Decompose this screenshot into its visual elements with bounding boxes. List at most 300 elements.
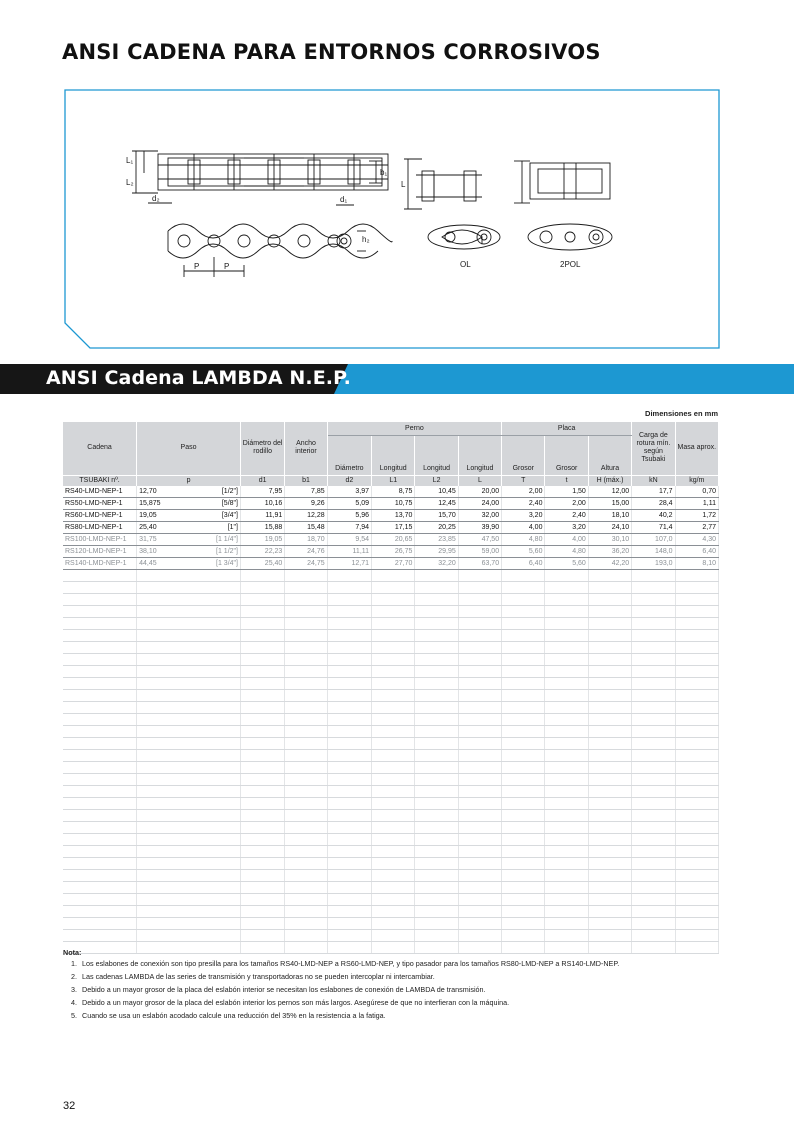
empty-cell (502, 606, 545, 618)
label-p1: P (194, 262, 200, 271)
empty-cell (372, 726, 415, 738)
empty-cell (240, 834, 284, 846)
empty-cell (137, 930, 241, 942)
empty-cell (632, 678, 675, 690)
col-masa: Masa aprox. (675, 422, 718, 476)
empty-cell (675, 606, 718, 618)
empty-cell (372, 774, 415, 786)
empty-cell (137, 642, 241, 654)
cell-L: 63,70 (458, 558, 501, 570)
cell-L2: 15,70 (415, 510, 458, 522)
empty-cell (502, 738, 545, 750)
cell-mass: 8,10 (675, 558, 718, 570)
cell-L1: 20,65 (372, 534, 415, 546)
empty-table-row (63, 714, 719, 726)
col-carga: Carga de rotura mín. según Tsubaki (632, 422, 675, 476)
empty-cell (372, 906, 415, 918)
cell-t: 5,60 (545, 558, 588, 570)
empty-cell (137, 858, 241, 870)
empty-cell (285, 642, 327, 654)
empty-cell (63, 678, 137, 690)
cell-pitch (137, 498, 241, 510)
empty-cell (545, 666, 588, 678)
empty-cell (675, 702, 718, 714)
empty-cell (458, 606, 501, 618)
empty-cell (327, 810, 371, 822)
empty-cell (285, 726, 327, 738)
empty-cell (588, 570, 631, 582)
empty-cell (502, 822, 545, 834)
empty-cell (675, 798, 718, 810)
empty-cell (588, 810, 631, 822)
cell-L: 24,00 (458, 498, 501, 510)
empty-cell (545, 642, 588, 654)
empty-cell (458, 894, 501, 906)
label-p2: P (224, 262, 230, 271)
empty-cell (458, 702, 501, 714)
empty-table-row (63, 906, 719, 918)
empty-cell (137, 870, 241, 882)
empty-cell (458, 738, 501, 750)
cell-kN: 107,0 (632, 534, 675, 546)
empty-cell (545, 678, 588, 690)
cell-chain: RS60-LMD-NEP-1 (63, 510, 137, 522)
empty-cell (327, 894, 371, 906)
empty-cell (632, 918, 675, 930)
cell-L2: 10,45 (415, 486, 458, 498)
empty-cell (502, 846, 545, 858)
empty-cell (415, 786, 458, 798)
empty-cell (545, 858, 588, 870)
empty-cell (502, 882, 545, 894)
spec-table (63, 422, 719, 954)
cell-b1: 18,70 (285, 534, 327, 546)
empty-cell (372, 714, 415, 726)
empty-cell (415, 654, 458, 666)
notes-title: Nota: (63, 948, 82, 957)
empty-cell (458, 678, 501, 690)
empty-cell (502, 798, 545, 810)
empty-table-row (63, 894, 719, 906)
unit-kN: kN (632, 476, 675, 487)
cell-T: 6,40 (502, 558, 545, 570)
note-item: 1. Los eslabones de conexión son tipo presilla para los tamaños RS40-LMD-NEP a RS60-LMD-NEP, y tipo pasador para los tamaños RS80-LMD-NEP a RS140-LMD-NEP. (79, 959, 723, 969)
empty-cell (632, 738, 675, 750)
empty-cell (502, 582, 545, 594)
empty-cell (588, 714, 631, 726)
empty-cell (415, 774, 458, 786)
empty-cell (588, 846, 631, 858)
empty-cell (632, 798, 675, 810)
label-2pol: 2POL (560, 260, 581, 269)
cell-L1: 13,70 (372, 510, 415, 522)
empty-cell (240, 822, 284, 834)
group-perno: Perno (327, 422, 501, 436)
empty-cell (502, 774, 545, 786)
empty-cell (632, 618, 675, 630)
cell-L: 32,00 (458, 510, 501, 522)
cell-b1: 12,28 (285, 510, 327, 522)
empty-cell (502, 930, 545, 942)
empty-cell (415, 870, 458, 882)
empty-cell (137, 678, 241, 690)
empty-cell (502, 702, 545, 714)
empty-cell (415, 690, 458, 702)
empty-cell (327, 750, 371, 762)
empty-cell (502, 810, 545, 822)
empty-cell (458, 750, 501, 762)
empty-cell (372, 582, 415, 594)
cell-L1: 27,70 (372, 558, 415, 570)
cell-t: 1,50 (545, 486, 588, 498)
col-paso: Paso (137, 422, 241, 476)
empty-cell (285, 774, 327, 786)
empty-table-row (63, 930, 719, 942)
cell-pitch (137, 534, 241, 546)
empty-cell (285, 582, 327, 594)
empty-cell (285, 846, 327, 858)
cell-kN: 17,7 (632, 486, 675, 498)
empty-cell (588, 690, 631, 702)
empty-cell (415, 930, 458, 942)
empty-cell (285, 906, 327, 918)
empty-cell (327, 594, 371, 606)
empty-cell (240, 774, 284, 786)
empty-cell (63, 918, 137, 930)
cell-pitch-mm: 44,45 (139, 560, 157, 567)
empty-cell (372, 654, 415, 666)
cell-pitch (137, 558, 241, 570)
empty-cell (415, 570, 458, 582)
empty-cell (372, 762, 415, 774)
empty-cell (327, 690, 371, 702)
empty-cell (327, 870, 371, 882)
empty-cell (632, 894, 675, 906)
empty-cell (675, 678, 718, 690)
empty-cell (632, 630, 675, 642)
cell-kN: 28,4 (632, 498, 675, 510)
empty-cell (545, 726, 588, 738)
empty-cell (137, 846, 241, 858)
empty-cell (588, 786, 631, 798)
empty-cell (588, 822, 631, 834)
col-ancho: Ancho interior (285, 422, 327, 476)
cell-d2: 3,97 (327, 486, 371, 498)
empty-cell (458, 798, 501, 810)
empty-cell (458, 882, 501, 894)
empty-cell (137, 630, 241, 642)
cell-d1: 7,95 (240, 486, 284, 498)
empty-cell (63, 858, 137, 870)
empty-cell (415, 606, 458, 618)
empty-cell (137, 762, 241, 774)
cell-H: 42,20 (588, 558, 631, 570)
empty-cell (545, 786, 588, 798)
empty-cell (675, 918, 718, 930)
empty-cell (545, 714, 588, 726)
cell-d2: 9,54 (327, 534, 371, 546)
empty-cell (675, 894, 718, 906)
empty-cell (632, 930, 675, 942)
empty-cell (137, 798, 241, 810)
empty-cell (458, 666, 501, 678)
empty-cell (240, 642, 284, 654)
note-item: 2. Las cadenas LAMBDA de las series de transmisión y transportadoras no se pueden intercoplar ni intercambiar. (79, 972, 723, 982)
empty-cell (588, 894, 631, 906)
empty-table-row (63, 606, 719, 618)
empty-cell (285, 930, 327, 942)
empty-cell (63, 654, 137, 666)
empty-cell (372, 822, 415, 834)
empty-cell (458, 846, 501, 858)
empty-cell (240, 738, 284, 750)
empty-cell (675, 846, 718, 858)
empty-cell (137, 810, 241, 822)
section-title: ANSI Cadena LAMBDA N.E.P. (46, 367, 351, 389)
empty-cell (372, 606, 415, 618)
cell-L2: 23,85 (415, 534, 458, 546)
empty-cell (502, 918, 545, 930)
empty-cell (415, 618, 458, 630)
empty-cell (240, 846, 284, 858)
page-title: ANSI CADENA PARA ENTORNOS CORROSIVOS (62, 40, 601, 64)
empty-cell (240, 618, 284, 630)
empty-cell (502, 726, 545, 738)
empty-cell (240, 702, 284, 714)
empty-cell (458, 870, 501, 882)
empty-cell (502, 906, 545, 918)
empty-cell (372, 570, 415, 582)
cell-H: 15,00 (588, 498, 631, 510)
cell-L1: 26,75 (372, 546, 415, 558)
empty-cell (285, 786, 327, 798)
unit-H: H (máx.) (588, 476, 631, 487)
empty-cell (458, 726, 501, 738)
empty-cell (63, 798, 137, 810)
empty-cell (137, 570, 241, 582)
empty-table-row (63, 846, 719, 858)
empty-cell (285, 762, 327, 774)
label-L: L (401, 180, 406, 189)
cell-pitch-mm: 38,10 (139, 548, 157, 555)
empty-cell (502, 678, 545, 690)
empty-cell (240, 858, 284, 870)
empty-cell (137, 606, 241, 618)
cell-T: 3,20 (502, 510, 545, 522)
empty-cell (240, 570, 284, 582)
empty-cell (675, 750, 718, 762)
empty-cell (240, 894, 284, 906)
empty-cell (458, 714, 501, 726)
empty-cell (458, 594, 501, 606)
empty-table-row (63, 690, 719, 702)
empty-table-row (63, 762, 719, 774)
empty-table-row (63, 702, 719, 714)
cell-L1: 8,75 (372, 486, 415, 498)
empty-cell (137, 714, 241, 726)
cell-T: 2,40 (502, 498, 545, 510)
empty-cell (415, 738, 458, 750)
empty-cell (545, 930, 588, 942)
cell-chain: RS50-LMD-NEP-1 (63, 498, 137, 510)
empty-table-row (63, 654, 719, 666)
table-row (63, 558, 719, 570)
empty-cell (285, 894, 327, 906)
empty-table-row (63, 594, 719, 606)
empty-cell (415, 678, 458, 690)
cell-pitch-mm: 15,875 (139, 500, 161, 507)
empty-cell (327, 726, 371, 738)
empty-cell (588, 762, 631, 774)
empty-cell (327, 846, 371, 858)
empty-table-row (63, 774, 719, 786)
empty-cell (63, 582, 137, 594)
empty-cell (675, 870, 718, 882)
empty-cell (675, 738, 718, 750)
cell-L: 39,90 (458, 522, 501, 534)
label-L1: L₁ (126, 156, 134, 165)
empty-cell (458, 822, 501, 834)
empty-cell (415, 822, 458, 834)
empty-cell (327, 570, 371, 582)
empty-table-row (63, 810, 719, 822)
empty-cell (588, 882, 631, 894)
empty-cell (545, 846, 588, 858)
empty-cell (63, 846, 137, 858)
empty-cell (675, 810, 718, 822)
cell-L2: 32,20 (415, 558, 458, 570)
cell-d2: 7,94 (327, 522, 371, 534)
empty-cell (63, 594, 137, 606)
empty-cell (372, 882, 415, 894)
empty-cell (285, 678, 327, 690)
empty-cell (632, 582, 675, 594)
empty-cell (675, 570, 718, 582)
cell-t: 2,40 (545, 510, 588, 522)
empty-cell (675, 726, 718, 738)
empty-cell (632, 750, 675, 762)
cell-mass: 2,77 (675, 522, 718, 534)
empty-cell (327, 678, 371, 690)
empty-cell (63, 822, 137, 834)
empty-cell (240, 762, 284, 774)
cell-mass: 4,30 (675, 534, 718, 546)
cell-d1: 11,91 (240, 510, 284, 522)
cell-L: 47,50 (458, 534, 501, 546)
empty-cell (327, 786, 371, 798)
cell-d1: 10,16 (240, 498, 284, 510)
empty-cell (675, 582, 718, 594)
empty-cell (502, 714, 545, 726)
empty-cell (502, 594, 545, 606)
empty-cell (327, 762, 371, 774)
cell-kN: 148,0 (632, 546, 675, 558)
empty-cell (588, 618, 631, 630)
empty-cell (675, 690, 718, 702)
empty-cell (545, 762, 588, 774)
cell-pitch-mm: 19,05 (139, 512, 157, 519)
empty-table-row (63, 630, 719, 642)
cell-d2: 11,11 (327, 546, 371, 558)
empty-table-row (63, 798, 719, 810)
unit-T: T (502, 476, 545, 487)
empty-cell (632, 810, 675, 822)
empty-cell (137, 594, 241, 606)
empty-cell (632, 702, 675, 714)
empty-cell (63, 774, 137, 786)
empty-cell (545, 594, 588, 606)
cell-b1: 15,48 (285, 522, 327, 534)
cell-pitch (137, 546, 241, 558)
empty-cell (285, 882, 327, 894)
empty-cell (415, 702, 458, 714)
dimensions-note: Dimensiones en mm (645, 409, 718, 418)
cell-d1: 22,23 (240, 546, 284, 558)
empty-cell (372, 870, 415, 882)
empty-cell (63, 702, 137, 714)
empty-cell (675, 618, 718, 630)
empty-cell (632, 762, 675, 774)
cell-H: 24,10 (588, 522, 631, 534)
empty-cell (675, 774, 718, 786)
empty-cell (545, 834, 588, 846)
empty-cell (545, 810, 588, 822)
empty-cell (675, 906, 718, 918)
empty-cell (545, 618, 588, 630)
empty-cell (502, 654, 545, 666)
empty-cell (415, 714, 458, 726)
empty-cell (240, 750, 284, 762)
empty-cell (415, 810, 458, 822)
empty-cell (137, 894, 241, 906)
empty-cell (415, 834, 458, 846)
empty-cell (502, 618, 545, 630)
empty-cell (240, 810, 284, 822)
empty-cell (137, 690, 241, 702)
empty-cell (372, 666, 415, 678)
empty-cell (415, 750, 458, 762)
empty-cell (545, 690, 588, 702)
unit-L1: L1 (372, 476, 415, 487)
empty-cell (137, 822, 241, 834)
cell-chain: RS40-LMD-NEP-1 (63, 486, 137, 498)
empty-cell (458, 774, 501, 786)
empty-cell (63, 882, 137, 894)
cell-L2: 12,45 (415, 498, 458, 510)
empty-cell (63, 690, 137, 702)
cell-H: 12,00 (588, 486, 631, 498)
empty-cell (588, 678, 631, 690)
empty-cell (632, 714, 675, 726)
chain-diagram (64, 89, 720, 349)
empty-cell (240, 798, 284, 810)
cell-chain: RS140-LMD-NEP-1 (63, 558, 137, 570)
empty-cell (372, 858, 415, 870)
empty-cell (415, 906, 458, 918)
table-row (63, 534, 719, 546)
page-number: 32 (63, 1100, 76, 1112)
col-longitud-l: Longitud (458, 436, 501, 476)
empty-cell (588, 750, 631, 762)
cell-b1: 24,76 (285, 546, 327, 558)
empty-table-row (63, 918, 719, 930)
cell-kN: 193,0 (632, 558, 675, 570)
empty-cell (545, 750, 588, 762)
empty-cell (588, 906, 631, 918)
cell-pitch (137, 486, 241, 498)
empty-cell (458, 930, 501, 942)
unit-b1: b1 (285, 476, 327, 487)
